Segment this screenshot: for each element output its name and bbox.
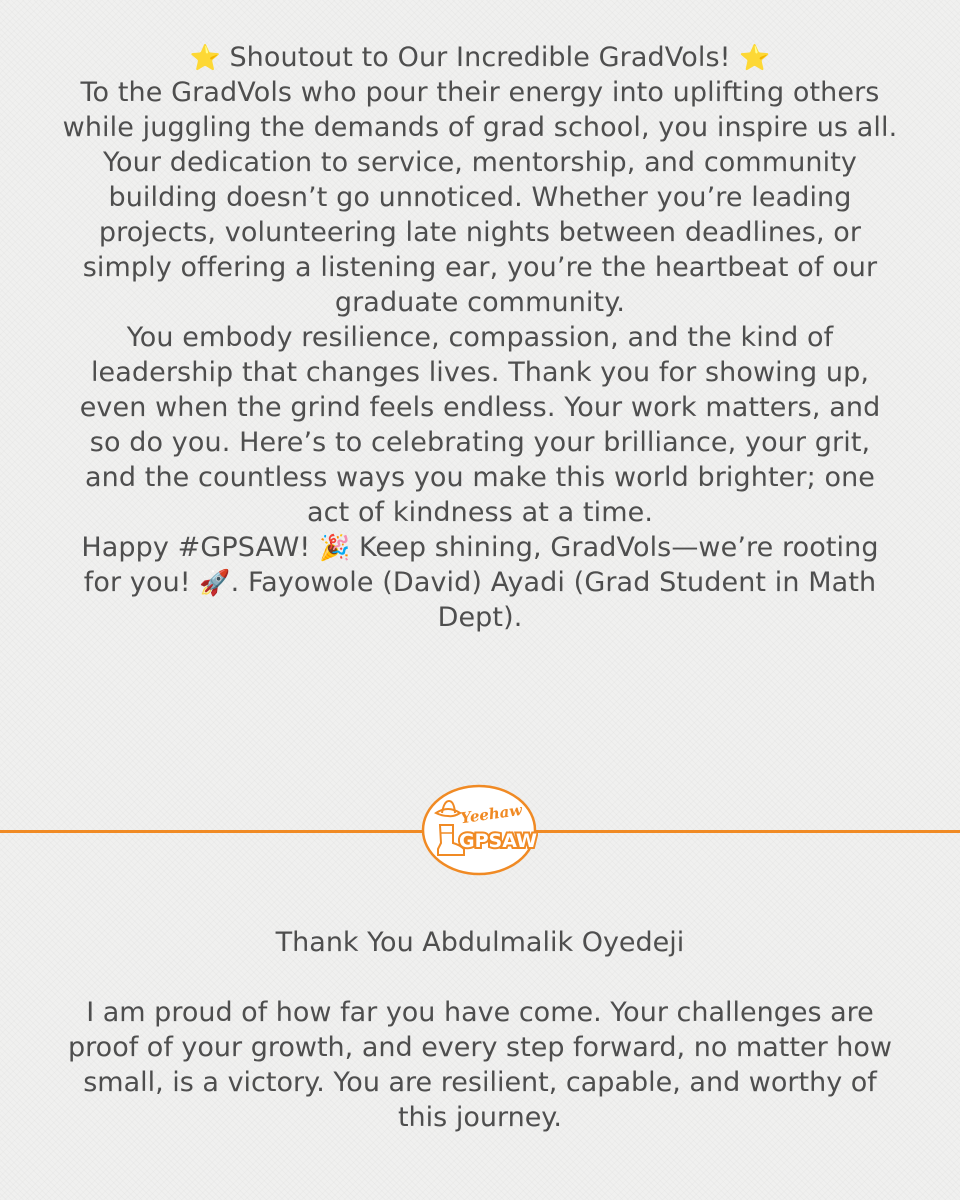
closing-text-2: Keep shining, GradVols—we’re rooting for you! — [83, 532, 879, 598]
closing-text-1: Happy #GPSAW! — [81, 532, 311, 563]
gpsaw-logo — [420, 783, 538, 877]
logo-script-text: Yeehaw — [459, 800, 524, 828]
closing-signature: . Fayowole (David) Ayadi (Grad Student in Math Dept). — [230, 567, 877, 633]
shoutout-paragraph-2: You embody resilience, compassion, and the kind of leadership that changes lives. Thank you for showing up, even when the grind feels endless. Your work matters, and so do you. Here’s to celebrating your brilliance, your grit, and the countless ways you make this world brighter; one act of kindness at a time. — [79, 322, 881, 528]
star-icon: ⭐ — [189, 43, 221, 72]
party-popper-icon: 🎉 — [319, 533, 351, 562]
shoutout-heading — [60, 40, 900, 75]
shoutout-title: Shoutout to Our Incredible GradVols! — [229, 42, 731, 73]
shoutout-closing — [60, 530, 900, 635]
logo-main-text: GPSAW — [458, 830, 538, 852]
thank-you-title: Thank You Abdulmalik Oyedeji — [275, 927, 685, 958]
shoutout-letter — [60, 40, 900, 635]
thank-you-body: I am proud of how far you have come. Your challenges are proof of your growth, and every step forward, no matter how small, is a victory. You are resilient, capable, and worthy of this journey. — [68, 997, 892, 1133]
shoutout-paragraph-1: To the GradVols who pour their energy into uplifting others while juggling the demands of grad school, you inspire us all. Your dedication to service, mentorship, and community building doesn’t go unnoticed. Whether you’re leading projects, volunteering late nights between deadlines, or simply offering a listening ear, you’re the heartbeat of our graduate community. — [62, 77, 898, 318]
rocket-icon: 🚀 — [199, 568, 231, 597]
star-icon: ⭐ — [739, 43, 771, 72]
thank-you-letter — [60, 925, 900, 1135]
section-divider — [0, 775, 960, 885]
